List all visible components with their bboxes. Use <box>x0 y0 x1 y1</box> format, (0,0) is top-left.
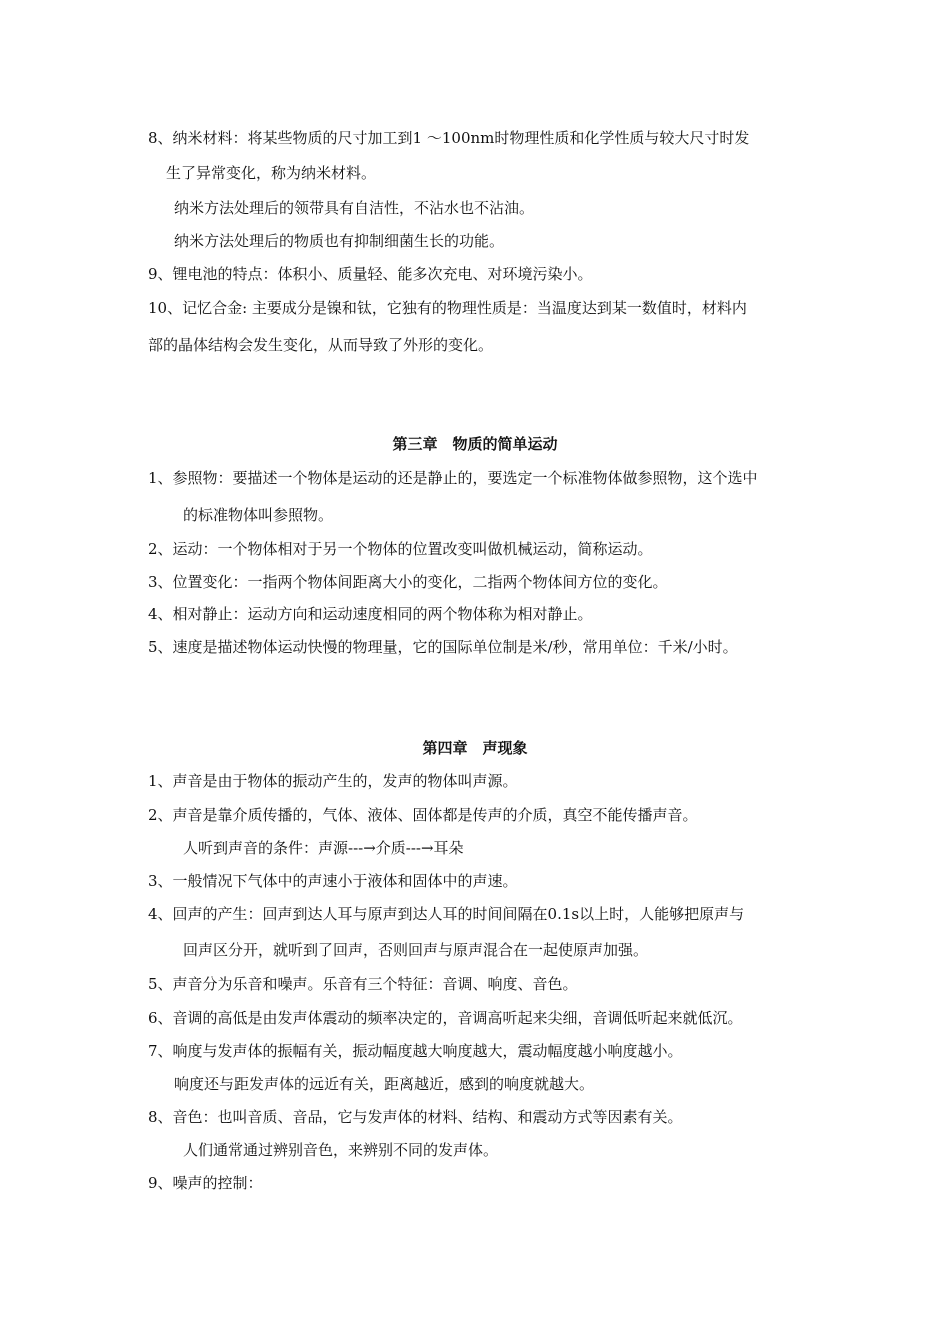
text-line: 4、回声的产生：回声到达人耳与原声到达人耳的时间间隔在0.1s以上时，人能够把原声与 <box>148 905 745 923</box>
text-line: 1、声音是由于物体的振动产生的，发声的物体叫声源。 <box>148 772 518 790</box>
text-line: 8、纳米材料：将某些物质的尺寸加工到1 ～100nm时物理性质和化学性质与较大尺寸时发 <box>148 129 750 147</box>
text-line: 4、相对静止：运动方向和运动速度相同的两个物体称为相对静止。 <box>148 605 593 623</box>
text-line: 5、声音分为乐音和噪声。乐音有三个特征：音调、响度、音色。 <box>148 975 578 993</box>
text-line: 2、声音是靠介质传播的，气体、液体、固体都是传声的介质，真空不能传播声音。 <box>148 806 698 824</box>
text-line: 2、运动：一个物体相对于另一个物体的位置改变叫做机械运动，简称运动。 <box>148 540 653 558</box>
text-line: 7、响度与发声体的振幅有关，振动幅度越大响度越大，震动幅度越小响度越小。 <box>148 1042 683 1060</box>
text-line: 的标准物体叫参照物。 <box>183 506 334 524</box>
text-line: 8、音色：也叫音质、音品，它与发声体的材料、结构、和震动方式等因素有关。 <box>148 1108 683 1126</box>
text-line: 人们通常通过辨别音色，来辨别不同的发声体。 <box>183 1141 499 1159</box>
chapter-title: 第三章 物质的简单运动 <box>392 435 558 453</box>
text-line: 10、记忆合金: 主要成分是镍和钛，它独有的物理性质是：当温度达到某一数值时，材料内 <box>148 299 747 317</box>
text-line: 9、噪声的控制： <box>148 1174 263 1192</box>
text-line: 纳米方法处理后的物质也有抑制细菌生长的功能。 <box>174 232 505 250</box>
text-line: 6、音调的高低是由发声体震动的频率决定的，音调高听起来尖细，音调低听起来就低沉。 <box>148 1009 743 1027</box>
text-line: 1、参照物：要描述一个物体是运动的还是静止的，要选定一个标准物体做参照物，这个选中 <box>148 469 758 487</box>
chapter-title: 第四章 声现象 <box>422 739 528 757</box>
text-line: 回声区分开，就听到了回声，否则回声与原声混合在一起使原声加强。 <box>183 941 649 959</box>
text-line: 3、位置变化：一指两个物体间距离大小的变化，二指两个物体间方位的变化。 <box>148 573 668 591</box>
text-line: 5、速度是描述物体运动快慢的物理量，它的国际单位制是米/秒，常用单位：千米/小时。 <box>148 638 738 656</box>
text-line: 9、锂电池的特点：体积小、质量轻、能多次充电、对环境污染小。 <box>148 265 593 283</box>
text-line: 生了异常变化，称为纳米材料。 <box>166 164 377 182</box>
text-line: 纳米方法处理后的领带具有自洁性，不沾水也不沾油。 <box>174 199 535 217</box>
text-line: 人听到声音的条件：声源---→介质---→耳朵 <box>183 839 464 857</box>
text-line: 部的晶体结构会发生变化，从而导致了外形的变化。 <box>148 336 494 354</box>
text-line: 3、一般情况下气体中的声速小于液体和固体中的声速。 <box>148 872 518 890</box>
text-line: 响度还与距发声体的远近有关，距离越近，感到的响度就越大。 <box>174 1075 595 1093</box>
